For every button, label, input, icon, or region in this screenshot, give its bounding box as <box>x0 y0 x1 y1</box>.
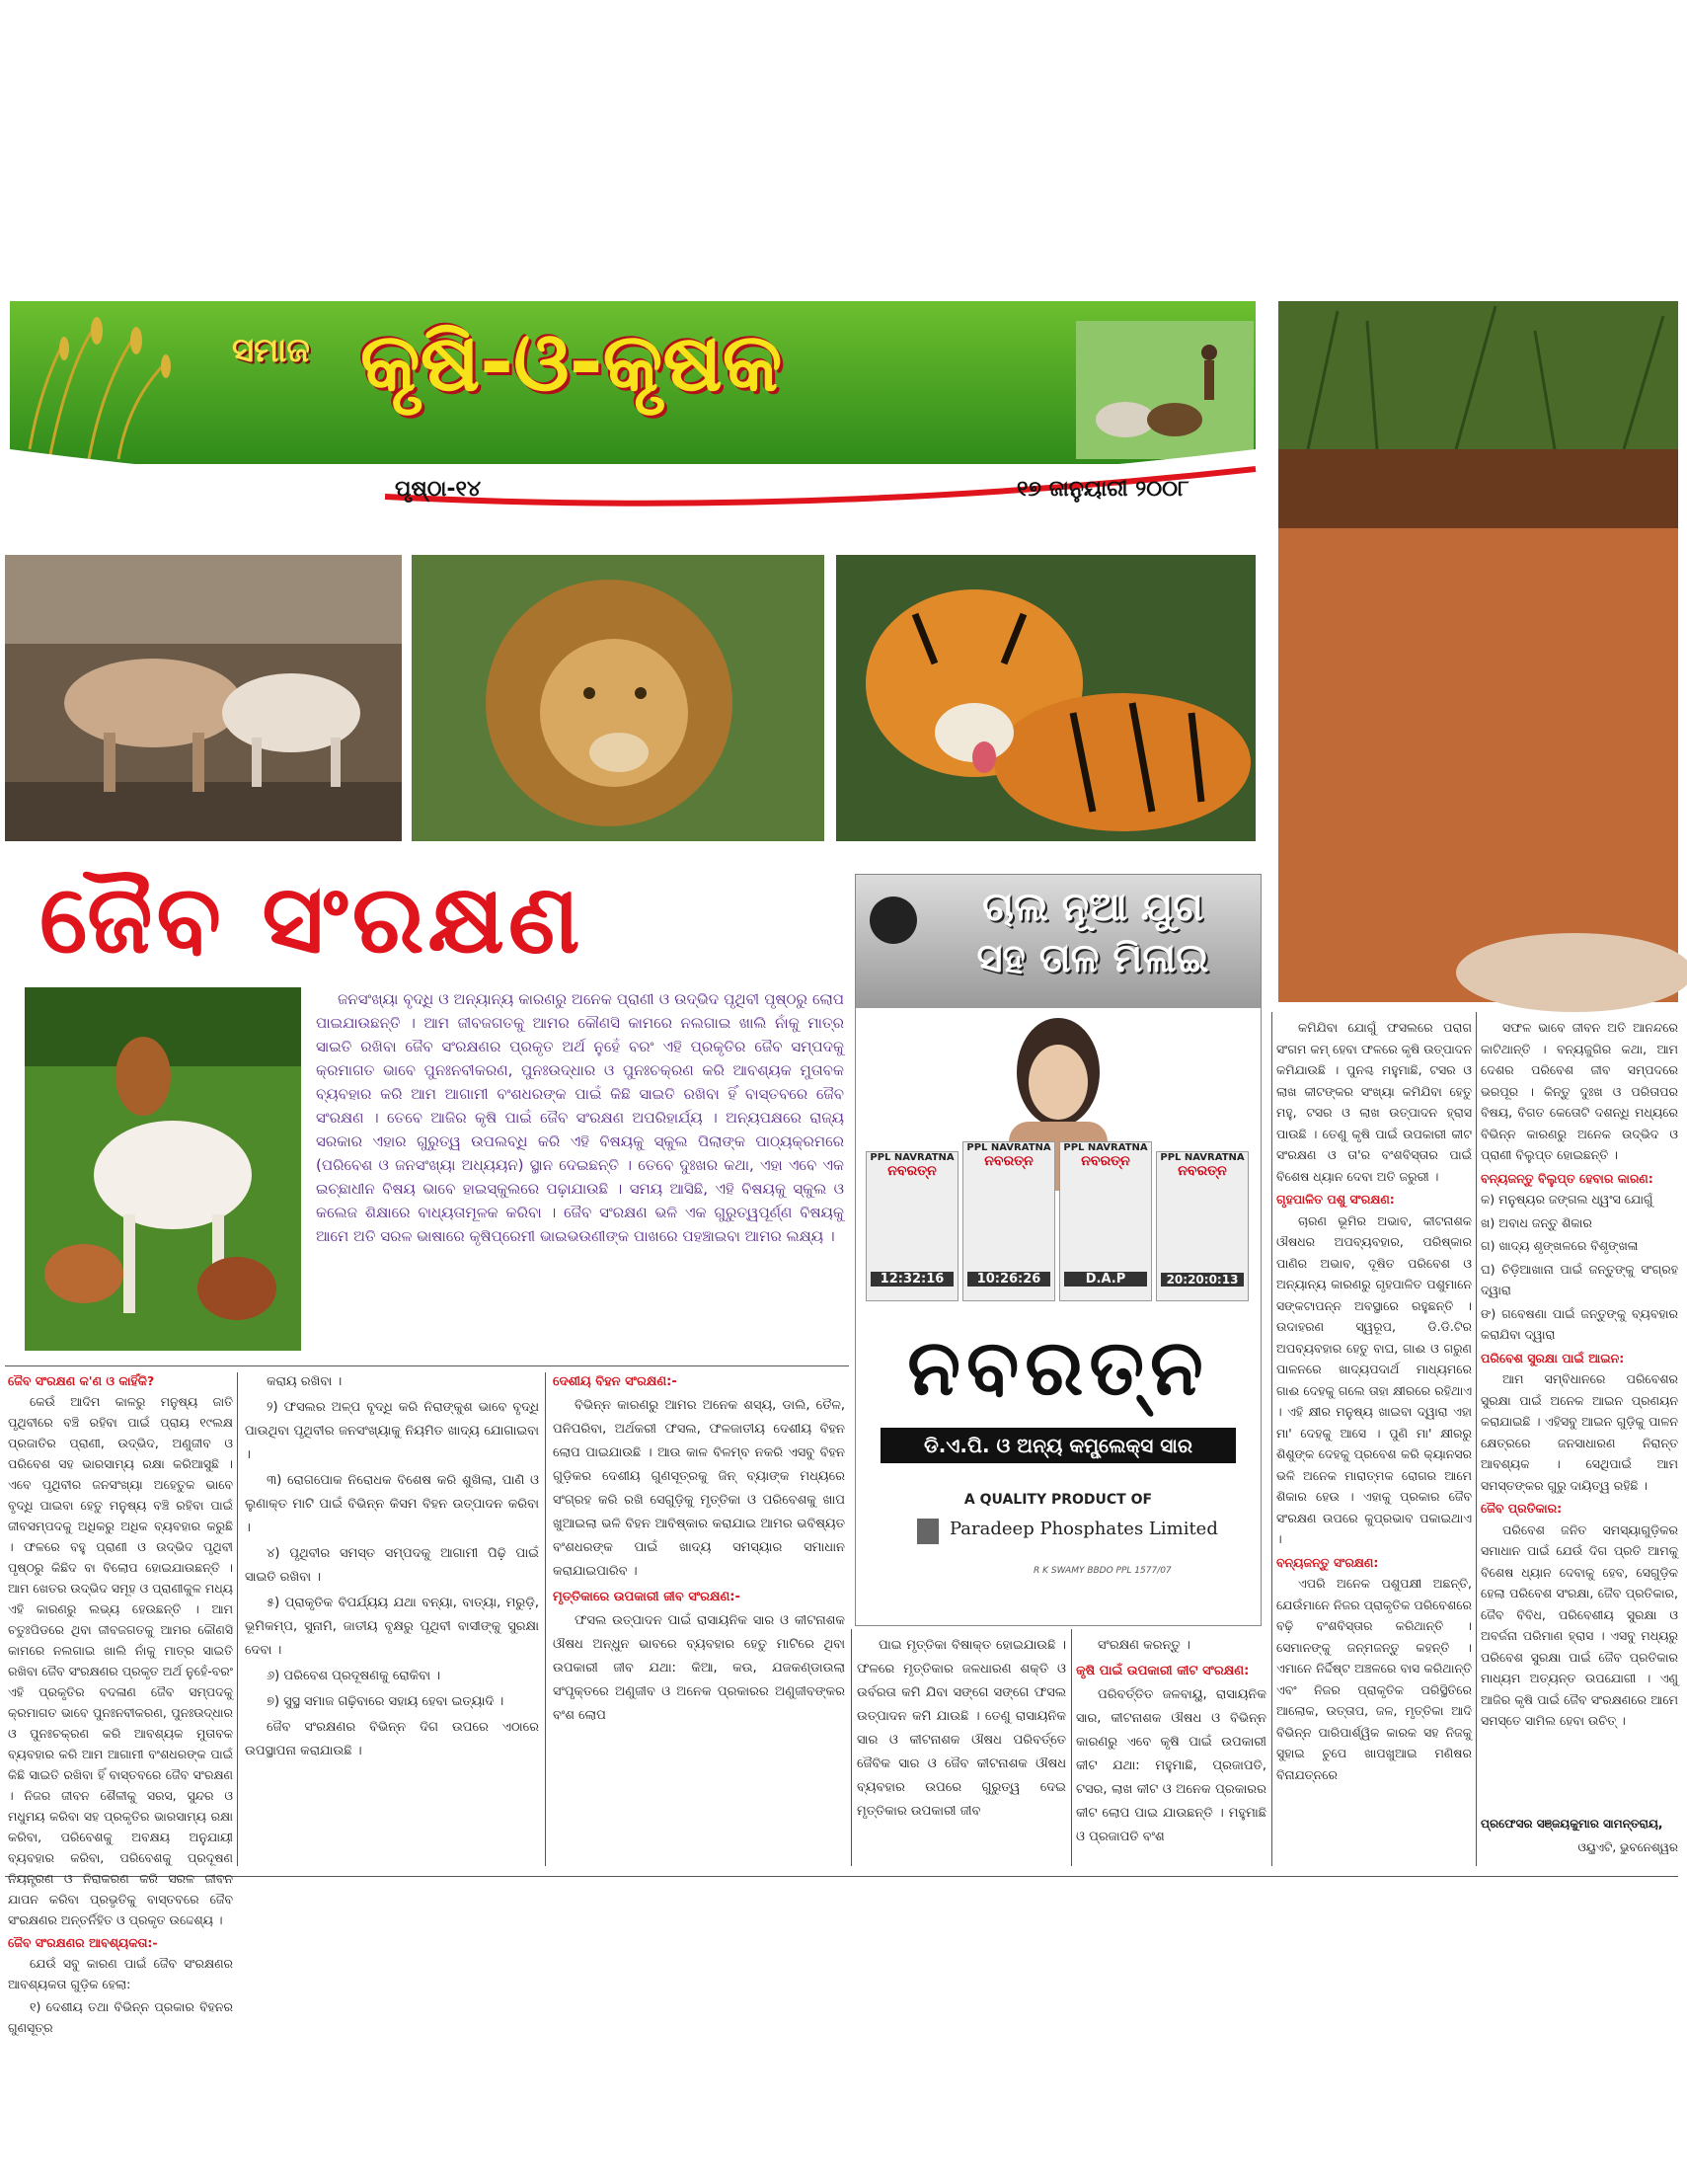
article-column-7 <box>1481 1017 1678 1807</box>
body-paragraph: ଆମ ସମ୍ବିଧାନରେ ପରିବେଶର ସୁରକ୍ଷା ପାଇଁ ଅନେକ ଆଇନ ପ୍ରଣୟନ କରାଯାଇଛି । ଏହିସବୁ ଆଇନ ଗୁଡ଼ିକୁ ପାଳନ କ୍ଷେତ୍ରରେ ଜନସାଧାରଣ ନିରାନ୍ତ ଆବଶ୍ୟକ । ସେଥିପାଇଁ ଆମ ସମସ୍ତଙ୍କର ଗୁରୁ ଦାୟିତ୍ୱ ରହିଛି । <box>1481 1371 1678 1493</box>
body-paragraph: ଏପରି ଅନେକ ପଶୁପକ୍ଷୀ ଅଛନ୍ତି, ଯେଉଁମାନେ ନିଜର ପ୍ରାକୃତିକ ପରିବେଶରେ ବଢ଼ି ବଂଶବିସ୍ତାର କରିଥାନ୍ତି । ସେମାନଙ୍କୁ ଜନ୍ମଜନ୍ତୁ କହନ୍ତି । ଏମାନେ ନିର୍ଦ୍ଦିଷ୍ଟ ଅଞ୍ଚଳରେ ବାସ କରିଥାନ୍ତି ଏବଂ ନିଜର ପ୍ରାକୃତିକ ପରିସ୍ଥିତିରେ ଆଲୋକ, ଉତ୍ତାପ, ଜଳ, ମୃତ୍ତିକା ଆଦି ବିଭିନ୍ନ ପାରିପାର୍ଶ୍ୱିକ କାରକ ସହ ନିଜକୁ ସୁହାଇ ଚୁପେ ଖାପଖୁଆଇ ମଣିଷର ବିନାଯତ୍ନରେ <box>1276 1576 1472 1782</box>
bag-brand-oriya: ନବରତ୍ନ <box>984 1153 1034 1169</box>
body-paragraph: ସଫଳ ଭାବେ ଜୀବନ ଅତି ଆନନ୍ଦରେ କାଟିଥାନ୍ତି । ବନ୍ୟଜୁଗିର କଥା, ଆମ ଦେଶର ପରିବେଶ ଜୀବ ସମ୍ପଦରେ ଭରପୂର । କିନ୍ତୁ ଦୁଃଖ ଓ ପରିତାପର ବିଷୟ, ବିଗତ କେତୋଟି ଦଶନ୍ଧି ମଧ୍ୟରେ ବିଭିନ୍ନ କାରଣରୁ ଅନେକ ଉଦ୍ଭିଦ ଓ ପ୍ରାଣୀ ବିଲୁପ୍ତ ହୋଇଛନ୍ତି । <box>1481 1020 1678 1162</box>
bag-brand: PPL NAVRATNA <box>1063 1142 1148 1153</box>
ad-quality-line: A QUALITY PRODUCT OF <box>963 1492 1153 1508</box>
byline-author: ପ୍ରଫେସର ସଞ୍ଜୟକୁମାର ସାମନ୍ତରାୟ, <box>1481 1817 1663 1831</box>
body-paragraph: ୫) ପ୍ରାକୃତିକ ବିପର୍ଯ୍ୟୟ ଯଥା ବନ୍ୟା, ବାତ୍ୟା, ମରୁଡ଼ି, ଭୂମିକମ୍ପ, ସୁନାମି, ଜାତୀୟ ବୃକ୍ଷରୁ ପୃଥିବୀ ବାସୀଙ୍କୁ ସୁରକ୍ଷା ଦେବା । <box>245 1596 539 1658</box>
body-paragraph: ପରିବର୍ତ୍ତିତ ଜଳବାୟୁ, ରାସାୟନିକ ସାର, କୀଟନାଶକ ଔଷଧ ଓ ବିଭିନ୍ନ କାରଣରୁ ଏବେ କୃଷି ପାଇଁ ଉପକାରୀ କୀଟ ଯଥା: ମହୁମାଛି, ପ୍ରଜାପତି, ଟସର, ଲାଖ କୀଟ ଓ ଅନେକ ପ୍ରକାରର କୀଟ ଲୋପ ପାଇ ଯାଉଛନ୍ତି । ମହୁମାଛି ଓ ପ୍ରଜାପତି ବଂଶ <box>1076 1687 1266 1844</box>
bag-grade: 12:32:16 <box>871 1272 954 1287</box>
section-heading: ବନ୍ୟଜନ୍ତୁ ସଂରକ୍ଷଣ: <box>1276 1554 1379 1570</box>
bag-grade: 20:20:0:13 <box>1161 1273 1244 1287</box>
section-heading: ଜୈବ ସଂରକ୍ଷଣ କ'ଣ ଓ କାହିଁକି? <box>8 1373 155 1388</box>
column-rule <box>545 1372 546 1866</box>
ad-agency-code: R K SWAMY BBDO PPL 1577/07 <box>1034 1566 1172 1576</box>
bag-brand-oriya: ନବରତ୍ନ <box>1178 1163 1227 1179</box>
body-paragraph: କମିଯିବା ଯୋଗୁଁ ଫସଲରେ ପରାଗ ସଂଗମ କମ୍ ହେବା ଫଳରେ କୃଷି ଉତ୍ପାଦନ କମିଯାଉଛି । ପୁନଶ୍ଚ ମହୁମାଛି, ଟସର ଓ ଲାଖ କୀଟଙ୍କର ସଂଖ୍ୟା କମିଯିବା ହେତୁ ମହୁ, ଟସର ଓ ଲାଖ ଉତ୍ପାଦନ ହ୍ରାସ ପାଉଛି । ତେଣୁ କୃଷି ପାଇଁ ଉପକାରୀ କୀଟ ସଂରକ୍ଷଣ ଓ ତା'ର ବଂଶବିସ୍ତାର ପାଇଁ ବିଶେଷ ଧ୍ୟାନ ଦେବା ଅତି ଜରୁରୀ । <box>1276 1020 1472 1184</box>
column-rule <box>1071 1629 1072 1866</box>
body-paragraph: ଜୈବ ସଂରକ୍ଷଣର ବିଭିନ୍ନ ଦିଗ ଉପରେ ଏଠାରେ ଉପସ୍ଥାପନା କରାଯାଉଛି । <box>245 1720 539 1758</box>
article-column-6 <box>1276 1017 1472 1871</box>
ad-subtitle: ଡି.ଏ.ପି. ଓ ଅନ୍ୟ କମ୍ପ୍ଲେକ୍ସ ସାର <box>881 1428 1236 1463</box>
ad-tagline-2: ସହ ତାଳ ମିଳାଇ <box>976 936 1209 981</box>
body-paragraph: ୨) ଫସଲର ଅଳ୍ପ ବୃଦ୍ଧି କରି ନିରାଙ୍କୁଶ ଭାବେ ବୃଦ୍ଧି ପାଉଥିବା ପୃଥିବୀର ଜନସଂଖ୍ୟାକୁ ନିୟମିତ ଖାଦ୍ୟ ଯୋଗାଇବା । <box>245 1400 539 1462</box>
article-column-3 <box>553 1370 845 1869</box>
column-rule <box>1476 1012 1477 1866</box>
bag-grade: D.A.P <box>1064 1272 1147 1287</box>
article-column-2 <box>245 1370 539 1869</box>
issue-date: ୧୭ ଜାନୁୟାରୀ ୨୦୦୮ <box>1017 477 1189 502</box>
body-paragraph: ଫସଲ ଉତ୍ପାଦନ ପାଇଁ ରାସାୟନିକ ସାର ଓ କୀଟନାଶକ ଔଷଧ ଅନ୍ଧୁନ ଭାବରେ ବ୍ୟବହାର ହେତୁ ମାଟିରେ ଥିବା ଉପକାରୀ ଜୀବ ଯଥା: କିଆ, କଉ, ଯଜକଣ୍ଡାଉଲା ସଂପୃକ୍ତରେ ଅଣୁଜୀବ ଓ ଅନେକ ପ୍ରକାରର ଅଣୁଜୀବଙ୍କର ବଂଶ ଲୋପ <box>553 1613 845 1723</box>
advertisement <box>855 874 1262 1626</box>
section-heading: ପରିବେଶ ସୁରକ୍ଷା ପାଇଁ ଆଇନ: <box>1481 1350 1625 1365</box>
body-paragraph: ପାଇ ମୃତ୍ତିକା ବିଷାକ୍ତ ହୋଇଯାଉଛି । ଫଳରେ ମୃତ୍ତିକାର ଜଳଧାରଣ ଶକ୍ତି ଓ ଉର୍ବରତା କମି ଯିବା ସଙ୍ଗେ ସଙ୍ଗେ ଫସଲ ଉତ୍ପାଦନ କମି ଯାଉଛି । ତେଣୁ ରାସାୟନିକ ସାର ଓ କୀଟନାଶକ ଔଷଧ ପରିବର୍ତ୍ତେ ଜୈବିକ ସାର ଓ ଜୈବ କୀଟନାଶକ ଔଷଧ ବ୍ୟବହାର ଉପରେ ଗୁରୁତ୍ୱ ଦେଇ ମୃତ୍ତିକାର ଉପକାରୀ ଜୀବ <box>857 1638 1066 1819</box>
section-heading: ଜୈବ ସଂରକ୍ଷଣର ଆବଶ୍ୟକତା:- <box>8 1935 158 1950</box>
section-heading: ବନ୍ୟଜନ୍ତୁ ବିଲୁପ୍ତ ହେବାର କାରଣ: <box>1481 1170 1653 1186</box>
ad-tagline-1: ଚାଲ ନୂଆ ଯୁଗ <box>982 885 1203 930</box>
column-rule <box>851 1629 852 1866</box>
ad-brand-name: ନବରତ୍ନ <box>907 1324 1209 1413</box>
section-heading: କୃଷି ପାଇଁ ଉପକାରୀ କୀଟ ସଂରକ୍ଷଣ: <box>1076 1664 1250 1678</box>
fertilizer-bag <box>962 1141 1055 1301</box>
main-title: ଜୈବ ସଂରକ୍ଷଣ <box>39 864 584 975</box>
body-paragraph: ୧) ଦେଶୀୟ ତଥା ବିଭିନ୍ନ ପ୍ରକାର ବିହନର ଗୁଣସୂତ୍ର <box>8 1999 233 2035</box>
body-paragraph: ୬) ପରିବେଶ ପ୍ରଦୂଷଣକୁ ରୋକିବା । <box>267 1669 441 1683</box>
tiger-photo <box>836 555 1256 841</box>
fertilizer-bag <box>866 1151 959 1301</box>
bag-brand: PPL NAVRATNA <box>1160 1152 1245 1163</box>
intro-text: ଜନସଂଖ୍ୟା ବୃଦ୍ଧି ଓ ଅନ୍ୟାନ୍ୟ କାରଣରୁ ଅନେକ ପ୍ରାଣୀ ଓ ଉଦ୍ଭିଦ ପୃଥିବୀ ପୃଷ୍ଠରୁ ଲୋପ ପାଇଯାଉଛନ୍ତି । ଆମ ଜୀବଜଗତକୁ ଆମର କୌଣସି କାମରେ ନଲଗାଇ ଖାଲି ନାଁକୁ ମାତ୍ର ସାଇତି ରଖିବା ଜୈବ ସଂରକ୍ଷଣର ପ୍ରକୃତ ଅର୍ଥ ନୁହେଁ ବରଂ ଏହି ପ୍ରକୃତିର ଜୈବ ସମ୍ପଦକୁ କ୍ରମାଗତ ଭାବେ ପୁନଃନବୀକରଣ, ପୁନଃଉଦ୍ଧାର ଓ ପୁନଃଚକ୍ରଣ କରି ଆବଶ୍ୟକ ମୁତାବକ ବ୍ୟବହାର କରି ଆମ ଆଗାମୀ ବଂଶଧରଙ୍କ ପାଇଁ କିଛି ସାଇତି ରଖିବା ହିଁ ବାସ୍ତବରେ ଜୈବ ସଂରକ୍ଷଣ । ତେବେ ଆଜିର କୃଷି ପାଇଁ ଜୈବ ସଂରକ୍ଷଣ ଅପରିହାର୍ଯ୍ୟ । ଅନ୍ୟପକ୍ଷରେ ରାଜ୍ୟ ସରକାର ଏହାର ଗୁରୁତ୍ୱ ଉପଲବ୍ଧି କରି ଏହି ବିଷୟକୁ ସ୍କୁଲ ପିଲାଙ୍କ ପାଠ୍ୟକ୍ରମରେ (ପରିବେଶ ଓ ଜନସଂଖ୍ୟା ଅଧ୍ୟୟନ) ସ୍ଥାନ ଦେଇଛନ୍ତି । ତେବେ ଦୁଃଖର କଥା, ଏହା ଏବେ ଏକ ଇଚ୍ଛାଧୀନ ବିଷୟ ଭାବେ ହାଇସ୍କୁଲରେ ପଢ଼ାଯାଉଛି । ସମୟ ଆସିଛି, ଏହି ବିଷୟକୁ ସ୍କୁଲ ଓ କଲେଜ ଶିକ୍ଷାରେ ବାଧ୍ୟତାମୂଳକ କରିବା । ଜୈବ ସଂରକ୍ଷଣ ଭଳି ଏକ ଗୁରୁତ୍ୱପୂର୍ଣ୍ଣ ବିଷୟକୁ ଆମେ ଅତି ସରଳ ଭାଷାରେ କୃଷିପ୍ରେମୀ ଭାଇଭଉଣୀଙ୍କ ପାଖରେ ପହଞ୍ଚାଇବା ଆମର ଲକ୍ଷ୍ୟ । <box>316 990 844 1245</box>
body-paragraph: କରାୟ ରଖିବା । <box>267 1374 343 1389</box>
lion-photo <box>412 555 824 841</box>
article-column-5 <box>1076 1634 1266 1869</box>
ad-fertilizer-bags <box>866 1131 1251 1299</box>
ad-company: Paradeep Phosphates Limited <box>950 1519 1218 1539</box>
bag-brand: PPL NAVRATNA <box>966 1142 1051 1153</box>
section-heading: ଦେଶୀୟ ବିହନ ସଂରକ୍ଷଣ:- <box>553 1374 677 1389</box>
body-paragraph: ୩) ରୋଗପୋକ ନିରୋଧକ ବିଶେଷ କରି ଶୁଖିଲା, ପାଣି ଓ ଲୁଣାକ୍ତ ମାଟି ପାଇଁ ବିଭିନ୍ନ କିସମ ବିହନ ଉତ୍ପାଦନ କରିବା । <box>245 1473 539 1535</box>
bag-brand-oriya: ନବରତ୍ନ <box>887 1163 937 1179</box>
body-paragraph: ସଂରକ୍ଷଣ କରନ୍ତୁ । <box>1098 1638 1190 1653</box>
body-paragraph: ୭) ସୁସ୍ଥ ସମାଜ ଗଢ଼ିବାରେ ସହାୟ ହେବା ଇତ୍ୟାଦି । <box>267 1694 504 1709</box>
section-heading: ମୃତ୍ତିକାରେ ଉପକାରୀ ଜୀବ ସଂରକ୍ଷଣ:- <box>553 1590 740 1604</box>
body-paragraph: କେଉଁ ଆଦିମ କାଳରୁ ମନୁଷ୍ୟ ଜାତି ପୃଥିବୀରେ ବଞ୍ଚି ରହିବା ପାଇଁ ପ୍ରାୟ ୧୯ଲକ୍ଷ ପ୍ରଜାତିର ପ୍ରାଣୀ, ଉଦ୍ଭିଦ, ଅଣୁଜୀବ ଓ ପରିବେଶ ସହ ଭାରସାମ୍ୟ ରକ୍ଷା କରିଆସୁଛି । ଏବେ ପୃଥିବୀର ଜନସଂଖ୍ୟା ଅହେତୁକ ଭାବେ ବୃଦ୍ଧି ପାଇବା ହେତୁ ମନୁଷ୍ୟ ବଞ୍ଚି ରହିବା ପାଇଁ ଜୀବସମ୍ପଦକୁ ଅଧିକରୁ ଅଧିକ ବ୍ୟବହାର କରୁଛି । ଫଳରେ ବହୁ ପ୍ରାଣୀ ଓ ଉଦ୍ଭିଦ ପୃଥିବୀ ପୃଷ୍ଠରୁ କିଛିଦ ବା ବିଲୋପ ହୋଇଯାଉଛନ୍ତି । ଆମ ଖେତର ଉଦ୍ଭିଦ ସମୂହ ଓ ପ୍ରାଣୀକୁଳ ମଧ୍ୟ ଏହି କାରଣରୁ ଲଭ୍ୟ ହେଉଛନ୍ତି । ଆମ ଚତୁଃପିଡରେ ଥିବା ଜୀବଜଗତକୁ ଆମର କୌଣସି କାମରେ ନଲଗାଇ ଖାଲି ନାଁକୁ ମାତ୍ର ସାଇତି ରଖିବା ଜୈବ ସଂରକ୍ଷଣର ପ୍ରକୃତ ଅର୍ଥ ନୁହେଁ-ବରଂ ଏହି ପ୍ରକୃତିର ବଦଳାଣ ଜୈବ ସମ୍ପଦକୁ କ୍ରମାଗତ ଭାବେ ପୁନଃନବୀକରଣ, ପୁନଃଉଦ୍ଧାର ଓ ପୁନଃଚକ୍ରଣ କରି ଆବଶ୍ୟକ ମୁତାବକ ବ୍ୟବହାର କରି ଆମ ଆଗାମୀ ବଂଶଧରଙ୍କ ପାଇଁ କିଛି ସାଇତି ରଖିବା ହିଁ ବାସ୍ତବରେ ଜୈବ ସଂରକ୍ଷଣ । ନିଜର ଜୀବନ ଶୈଳୀକୁ ସରସ, ସୁନ୍ଦର ଓ ମଧୁମୟ କରିବା ସହ ପ୍ରକୃତିର ଭାରସାମ୍ୟ ରକ୍ଷା କରିବା, ପରିବେଶକୁ ଅବକ୍ଷୟ ଅନୁଯାୟୀ ବ୍ୟବହାର କରିବା, ପରିବେଶକୁ ପ୍ରଦୂଷଣ ନିୟନ୍ତ୍ରଣ ଓ ନିରାକରଣ କରି ସରଳ ଜୀବନ ଯାପନ କରିବା ପ୍ରଭୃତିକୁ ବାସ୍ତବରେ ଜୈବ ସଂରକ୍ଷଣର ଅନ୍ତର୍ନିହିତ ଓ ପ୍ରକୃତ ଉଦ୍ଦେଶ୍ୟ । <box>8 1394 233 1927</box>
body-paragraph: ପରିବେଶ ଜନିତ ସମସ୍ୟାଗୁଡ଼ିକର ସମାଧାନ ପାଇଁ ଯେଉଁ ଦିଗ ପ୍ରତି ଆମକୁ ବିଶେଷ ଧ୍ୟାନ ଦେବାକୁ ହେବ, ସେଗୁଡ଼ିକ ହେଲା ପରିବେଶ ସଂରକ୍ଷା, ଜୈବ ପ୍ରତିକାର, ଜୈବ ବିବିଧ, ପରିବେଶୀୟ ସୁରକ୍ଷା ଓ ଅବର୍ଜନା ପରିମାଣ ହ୍ରାସ । ଏସବୁ ମଧ୍ୟରୁ ପରିବେଶ ସୁରକ୍ଷା ପାଇଁ ଜୈବ ପ୍ରତିକାର ମାଧ୍ୟମ ଅତ୍ୟନ୍ତ ଉପଯୋଗୀ । ଏଣୁ ଆଜିର କୃଷି ପାଇଁ ଜୈବ ସଂରକ୍ଷଣରେ ଆମେ ସମସ୍ତେ ସାମିଲ ହେବା ଉଚିତ୍ । <box>1481 1521 1678 1728</box>
fertilizer-bag <box>1156 1151 1249 1301</box>
paper-name: ସମାଜ <box>232 331 310 370</box>
page-bottom-rule <box>5 1876 1678 1877</box>
list-item: ଗ) ଖାଦ୍ୟ ଶୃଙ୍ଖଳରେ ବିଶୃଙ୍ଖଳା <box>1481 1238 1639 1253</box>
list-item: ଙ) ଗବେଷଣା ପାଇଁ ଜନ୍ତୁଙ୍କୁ ବ୍ୟବହାର କରାଯିବା ଦ୍ୱାରା <box>1481 1305 1678 1342</box>
column-rule <box>1271 1012 1272 1866</box>
body-paragraph: ବିଭିନ୍ନ କାରଣରୁ ଆମର ଅନେକ ଶସ୍ୟ, ଡାଲି, ତୈଳ, ପନିପରିବା, ଅର୍ଥକରୀ ଫସଲ, ଫଳଜାତୀୟ ଦେଶୀୟ ବିହନ ଲୋପ ପାଇଯାଉଛି । ଆଉ କାଳ ବିଳମ୍ବ ନକରି ଏସବୁ ବିହନ ଗୁଡ଼ିକର ଦେଶୀୟ ଗୁଣସୂତ୍ରକୁ ଜିନ୍ ବ୍ୟାଙ୍କ ମଧ୍ୟରେ ସଂଗ୍ରହ କରି ରଖି ସେଗୁଡ଼ିକୁ ମୃତ୍ତିକା ଓ ପରିବେଶକୁ ଖାପ ଖୁଆଇଲା ଭଳି ବିହନ ଆବିଷ୍କାର କରାଯାଇ ଆମର ଭବିଷ୍ୟତ ବଂଶଧରଙ୍କ ପାଇଁ ଖାଦ୍ୟ ସମସ୍ୟାର ସମାଧାନ କରାଯାଇପାରିବ । <box>553 1398 845 1579</box>
intro-paragraph <box>316 987 844 1353</box>
section-title: କୃଷି-ଓ-କୃଷକ <box>360 316 783 410</box>
article-column-4 <box>857 1634 1066 1869</box>
masthead <box>10 301 1256 518</box>
body-paragraph: ଯେଉଁ ସବୁ କାରଣ ପାଇଁ ଜୈବ ସଂରକ୍ଷଣର ଆବଶ୍ୟକତା ଗୁଡ଼ିକ ହେଲା: <box>8 1956 233 1991</box>
byline-place: ଓୟୁଏଟି, ଭୁବନେଶ୍ୱର <box>1577 1840 1678 1854</box>
soil-photo <box>1278 301 1678 1002</box>
column-rule <box>5 1365 849 1366</box>
body-paragraph: ଚାରଣ ଭୂମିର ଅଭାବ, କୀଟନାଶକ ଔଷଧର ଅପବ୍ୟବହାର, ପରିଷ୍କାର ପାଣିର ଅଭାବ, ଦୂଷିତ ପରିବେଶ ଓ ଅନ୍ୟାନ୍ୟ କାରଣରୁ ଗୃହପାଳିତ ପଶୁମାନେ ସଙ୍କଟାପନ୍ନ ଅବସ୍ଥାରେ ରହୁଛନ୍ତି । ଉଦାହରଣ ସ୍ୱରୂପ, ଡି.ଡି.ଟିର ଅପବ୍ୟବହାର ହେତୁ ବାଘ, ଗାଈ ଓ ଗରୁଣ ପାଳନରେ ଖାଦ୍ୟପଦାର୍ଥ ମାଧ୍ୟମରେ ଗାଈ ଦେହକୁ ଗଲେ ତାହା କ୍ଷୀରରେ ରହିଥାଏ । ଏହି କ୍ଷୀର ମନୁଷ୍ୟ ଖାଇବା ଦ୍ୱାରା ଏହା ମା' ଦେହକୁ ଆସେ । ପୁଣି ମା' କ୍ଷୀରରୁ ଶିଶୁଙ୍କ ଦେହକୁ ପ୍ରବେଶ କରି କ୍ୟାନସର ଭଳି ଅନେକ ମାରାତ୍ମକ ରୋଗର ଆମେ ଶିକାର ହେଉ । ଏହାକୁ ପ୍ରକାର ଜୈବ ସଂରକ୍ଷଣ ଉପରେ କୁପ୍ରଭାବ ପକାଇଥାଏ । <box>1276 1212 1472 1546</box>
section-heading: ଗୃହପାଳିତ ପଶୁ ସଂରକ୍ଷଣ: <box>1276 1192 1395 1207</box>
ad-logo-icon <box>870 897 917 944</box>
column-rule <box>237 1372 238 1866</box>
body-paragraph: ୪) ପୃଥିବୀର ସମସ୍ତ ସମ୍ପଦକୁ ଆଗାମୀ ପିଢ଼ି ପାଇଁ ସାଇତି ରଖିବା । <box>245 1546 539 1585</box>
article-column-1 <box>8 1370 233 2035</box>
list-item: ଘ) ଚିଡ଼ିଆଖାନା ପାଇଁ ଜନ୍ତୁଙ୍କୁ ସଂଗ୍ରହ ଦ୍ୱାରା <box>1481 1261 1678 1297</box>
list-item: କ) ମନୁଷ୍ୟର ଜଙ୍ଗଲ ଧ୍ୱଂସ ଯୋଗୁଁ <box>1481 1192 1653 1207</box>
list-item: ଖ) ଅବାଧ ଜନ୍ତୁ ଶିକାର <box>1481 1214 1592 1230</box>
company-logo-icon <box>917 1519 939 1544</box>
goat-photo <box>25 987 301 1351</box>
cows-photo <box>5 555 402 841</box>
fertilizer-bag <box>1059 1141 1152 1301</box>
section-heading: ଜୈବ ପ୍ରତିକାର: <box>1481 1501 1563 1516</box>
bag-grade: 10:26:26 <box>967 1272 1050 1287</box>
bag-brand-oriya: ନବରତ୍ନ <box>1081 1153 1130 1169</box>
bag-brand: PPL NAVRATNA <box>870 1152 955 1163</box>
page-label: ପୃଷ୍ଠା-୧୪ <box>395 477 482 502</box>
